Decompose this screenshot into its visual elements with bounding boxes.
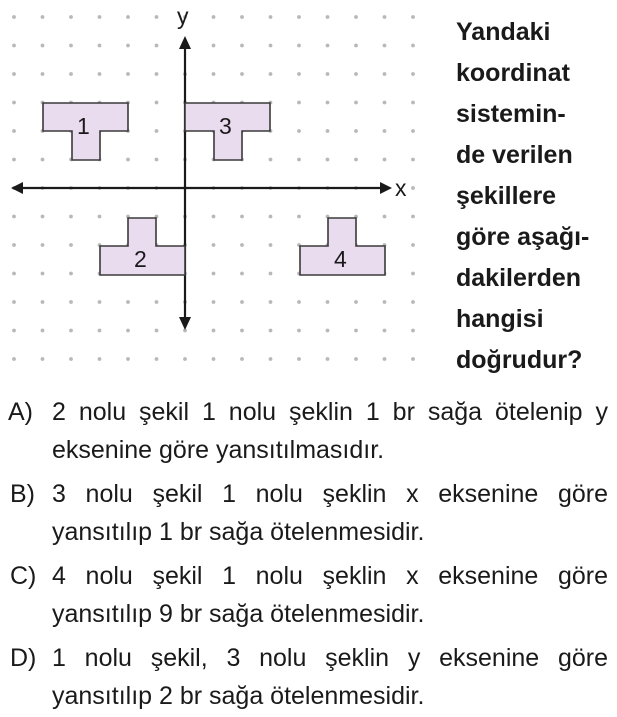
grid-dot [269,272,273,276]
grid-dot [383,215,387,219]
grid-dot [41,15,45,19]
grid-dot [326,101,330,105]
option-b[interactable] [0,470,612,552]
coordinate-figure [0,0,450,380]
grid-dot [411,158,415,162]
grid-dot [354,101,358,105]
y-axis-up-arrow [179,36,191,49]
grid-dot [383,72,387,76]
grid-dot [411,272,415,276]
question-line: doğrudur? [456,346,583,374]
option-c[interactable] [0,552,612,634]
grid-dot [411,329,415,333]
grid-dot [155,15,159,19]
grid-dot [297,300,301,304]
grid-dot [69,357,73,361]
y-axis-down-arrow [179,317,191,330]
option-letter: D) [10,644,37,672]
grid-dot [69,44,73,48]
grid-dot [240,300,244,304]
grid-dot [12,72,16,76]
grid-dot [212,243,216,247]
grid-dot [269,15,273,19]
grid-dot [269,300,273,304]
option-text-line2: eksenine göre yansıtılmasıdır. [52,436,385,464]
grid-dot [383,329,387,333]
grid-dot [212,15,216,19]
shape-3-label: 3 [219,113,232,139]
grid-dot [297,129,301,133]
grid-dot [155,300,159,304]
grid-dot [12,329,16,333]
grid-dot [383,101,387,105]
grid-dot [41,300,45,304]
grid-dot [297,15,301,19]
grid-dot [411,101,415,105]
grid-dot [126,15,130,19]
grid-dot [69,243,73,247]
grid-dot [126,158,130,162]
grid-dot [354,158,358,162]
grid-dot [297,44,301,48]
grid-dot [41,215,45,219]
option-letter: B) [10,480,35,508]
grid-dot [98,15,102,19]
y-axis-label: y [177,3,189,29]
grid-dot [383,44,387,48]
grid-dot [297,101,301,105]
grid-dot [98,300,102,304]
grid-dot [212,44,216,48]
grid-dot [69,15,73,19]
grid-dot [269,44,273,48]
option-text-line2: yansıtılıp 1 br sağa ötelenmesidir. [52,518,425,546]
grid-dot [240,72,244,76]
grid-dot [326,72,330,76]
grid-dot [326,158,330,162]
grid-dot [12,272,16,276]
grid-dot [155,72,159,76]
shape-1-label: 1 [77,113,90,139]
grid-dot [240,357,244,361]
grid-dot [212,329,216,333]
grid-dot [411,44,415,48]
grid-dot [212,300,216,304]
grid-dot [126,72,130,76]
grid-dot [69,215,73,219]
grid-dot [354,357,358,361]
grid-dot [326,129,330,133]
question-line: Yandaki [456,18,551,46]
grid-dot [297,215,301,219]
grid-dot [383,158,387,162]
grid-dot [155,101,159,105]
answer-options [0,388,612,716]
grid-dot [155,44,159,48]
grid-dot [269,72,273,76]
grid-dot [269,357,273,361]
grid-dot [155,357,159,361]
grid-dot [240,243,244,247]
question-line: şekillere [456,182,557,210]
question-line: koordinat [456,59,570,87]
option-letter: C) [10,562,37,590]
grid-dot [41,158,45,162]
grid-dot [326,357,330,361]
x-axis-left-arrow [11,182,23,194]
grid-dot [98,357,102,361]
grid-dot [98,329,102,333]
option-letter: A) [8,398,33,426]
grid-dot [326,329,330,333]
grid-dot [383,15,387,19]
grid-dot [41,329,45,333]
grid-dot [297,329,301,333]
option-text-line1: 1 nolu şekil, 3 nolu şeklin y eksenine göre [52,644,608,672]
grid-dot [41,72,45,76]
grid-dot [240,329,244,333]
grid-dot [269,158,273,162]
option-d[interactable] [0,634,612,716]
grid-dot [126,357,130,361]
grid-dot [12,15,16,19]
grid-dot [354,129,358,133]
grid-dot [41,357,45,361]
question-text [456,12,616,381]
grid-dot [240,15,244,19]
grid-dot [297,357,301,361]
grid-dot [12,44,16,48]
grid-dot [240,215,244,219]
grid-dot [12,101,16,105]
option-text-line2: yansıtılıp 9 br sağa ötelenmesidir. [52,600,425,628]
grid-dot [155,329,159,333]
grid-dot [411,186,415,190]
grid-dot [183,357,187,361]
option-text-line2: yansıtılıp 2 br sağa ötelenmesidir. [52,682,425,710]
grid-dot [269,329,273,333]
grid-dot [326,15,330,19]
grid-dot [41,44,45,48]
grid-dot [383,300,387,304]
grid-dot [12,300,16,304]
grid-dot [212,215,216,219]
grid-dot [354,15,358,19]
grid-dot [69,272,73,276]
question-line: göre aşağı- [456,223,590,251]
grid-dot [240,44,244,48]
grid-dot [212,72,216,76]
grid-dot [126,329,130,333]
x-axis-right-arrow [380,182,392,194]
question-line: sistemin- [456,100,566,128]
grid-dot [69,72,73,76]
grid-dot [98,44,102,48]
grid-dot [12,357,16,361]
question-line: de verilen [456,141,573,169]
grid-dot [326,44,330,48]
shape-2-label: 2 [134,246,147,272]
grid-dot [41,272,45,276]
question-line: dakilerden [456,264,582,292]
grid-dot [69,300,73,304]
x-axis-label: x [395,175,407,201]
grid-dot [383,357,387,361]
grid-dot [297,158,301,162]
grid-dot [354,72,358,76]
grid-dot [212,357,216,361]
option-a[interactable] [0,388,612,470]
grid-dot [41,243,45,247]
grid-dot [411,215,415,219]
grid-dot [12,215,16,219]
question-line: hangisi [456,305,544,333]
grid-dot [326,300,330,304]
grid-dot [354,300,358,304]
grid-dot [155,158,159,162]
grid-dot [98,215,102,219]
grid-dot [411,300,415,304]
grid-dot [98,72,102,76]
grid-dot [411,15,415,19]
option-text-line1: 4 nolu şekil 1 nolu şeklin x eksenine göre [52,562,608,590]
option-text-line1: 3 nolu şekil 1 nolu şeklin x eksenine göre [52,480,608,508]
option-text-line1: 2 nolu şekil 1 nolu şeklin 1 br sağa ötelenip y [52,398,608,426]
grid-dot [12,158,16,162]
grid-dot [354,44,358,48]
shape-4-label: 4 [334,246,347,272]
grid-dot [155,129,159,133]
grid-dot [126,300,130,304]
grid-dot [411,72,415,76]
grid-dot [411,357,415,361]
grid-dot [269,243,273,247]
grid-dot [240,272,244,276]
grid-dot [354,329,358,333]
grid-dot [126,44,130,48]
grid-dot [383,129,387,133]
grid-dot [411,129,415,133]
grid-dot [12,243,16,247]
grid-dot [69,329,73,333]
grid-dot [12,129,16,133]
grid-dot [411,243,415,247]
grid-dot [212,272,216,276]
grid-dot [297,72,301,76]
grid-dot [269,215,273,219]
